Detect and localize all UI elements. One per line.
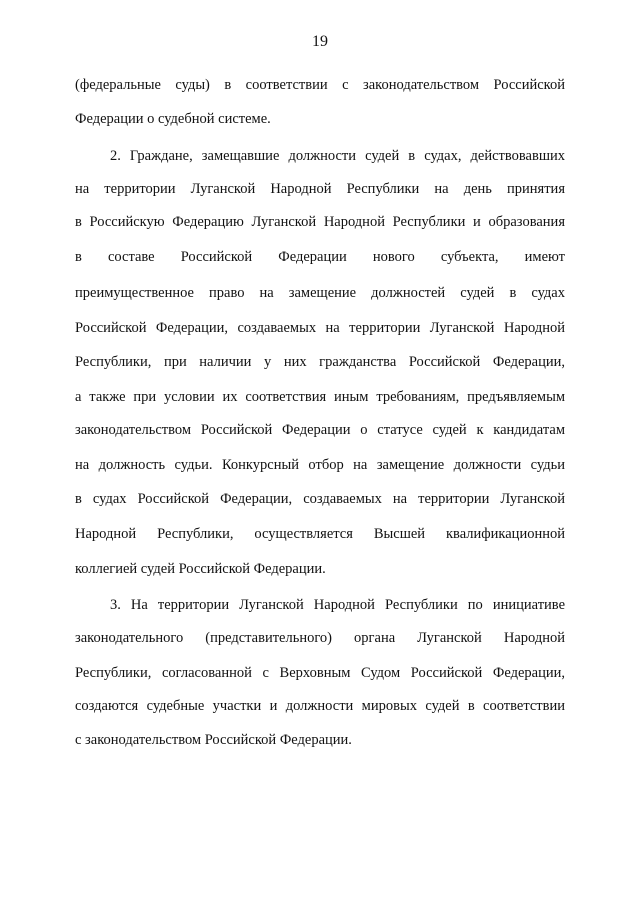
text-line: преимущественное право на замещение должностей судей в судах <box>75 285 565 301</box>
text-line: в судах Российской Федерации, создаваемых на территории Луганской <box>75 491 565 507</box>
text-line: на должность судьи. Конкурсный отбор на замещение должности судьи <box>75 457 565 473</box>
text-line: в Российскую Федерацию Луганской Народной Республики и образования <box>75 214 565 230</box>
paragraph-2-start: 2. Граждане, замещавшие должности судей в судах, действовавших <box>110 148 565 164</box>
text-line: Федерации о судебной системе. <box>75 111 271 127</box>
text-line: Российской Федерации, создаваемых на территории Луганской Народной <box>75 320 565 336</box>
text-line: создаются судебные участки и должности мировых судей в соответствии <box>75 698 565 714</box>
text-line: в составе Российской Федерации нового субъекта, имеют <box>75 249 565 265</box>
text-line: (федеральные суды) в соответствии с законодательством Российской <box>75 77 565 93</box>
text-line: законодательного (представительного) органа Луганской Народной <box>75 630 565 646</box>
text-line: на территории Луганской Народной Республики на день принятия <box>75 181 565 197</box>
text-line: законодательством Российской Федерации о статусе судей к кандидатам <box>75 422 565 438</box>
page-number: 19 <box>312 33 328 50</box>
text-line: а также при условии их соответствия иным требованиям, предъявляемым <box>75 389 565 405</box>
text-line: Народной Республики, осуществляется Высшей квалификационной <box>75 526 565 542</box>
text-line: Республики, согласованной с Верховным Судом Российской Федерации, <box>75 665 565 681</box>
text-line: Республики, при наличии у них гражданства Российской Федерации, <box>75 354 565 370</box>
text-line: коллегией судей Российской Федерации. <box>75 561 326 577</box>
text-line: с законодательством Российской Федерации. <box>75 732 352 748</box>
paragraph-3-start: 3. На территории Луганской Народной Республики по инициативе <box>110 597 565 613</box>
